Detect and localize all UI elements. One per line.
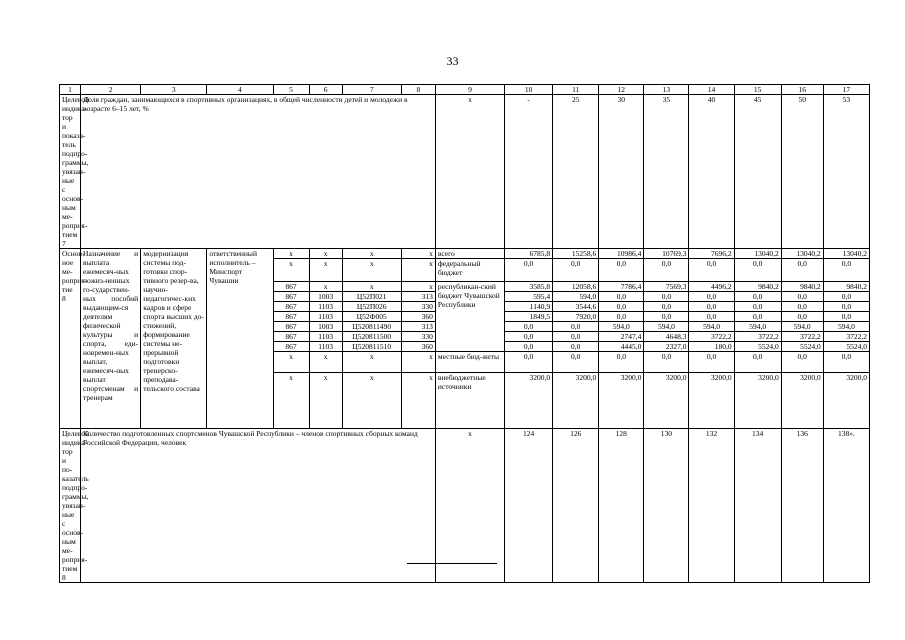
value-cell: 0,0 bbox=[689, 302, 734, 312]
value-cell: 0,0 bbox=[734, 259, 781, 282]
value-cell: 7786,4 bbox=[599, 282, 644, 292]
column-header: 3 bbox=[141, 85, 207, 95]
column-header: 17 bbox=[823, 85, 869, 95]
cell-c6: x bbox=[309, 259, 342, 282]
target-7-label: Целевой индика-тор и показа-тель подпро-граммы, увязан-ные с основ-ным ме-роприя-тием 7 bbox=[60, 95, 81, 249]
value-cell: 3200,0 bbox=[553, 373, 599, 429]
value-cell: 0,0 bbox=[734, 292, 781, 302]
value-cell: 594,0 bbox=[599, 322, 644, 332]
value-cell: 1140,9 bbox=[505, 302, 553, 312]
value-cell: 595,4 bbox=[505, 292, 553, 302]
source-local: местные бюд-жеты bbox=[435, 352, 504, 373]
budget-table bbox=[59, 84, 870, 583]
value-cell: 3722,2 bbox=[689, 332, 734, 342]
source-total: всего bbox=[435, 249, 504, 259]
target-7-value: 35 bbox=[644, 95, 689, 249]
footer-rule bbox=[407, 563, 497, 564]
value-cell: 3722,2 bbox=[781, 332, 823, 342]
cell-c7: Ц520811510 bbox=[342, 342, 401, 352]
target-7-value: - bbox=[505, 95, 553, 249]
value-cell: 5524,0 bbox=[734, 342, 781, 352]
cell-c6: 1003 bbox=[309, 292, 342, 302]
page-number: 33 bbox=[446, 54, 459, 68]
cell-c7: x bbox=[342, 282, 401, 292]
value-cell: 2747,4 bbox=[599, 332, 644, 342]
value-cell: 0,0 bbox=[644, 352, 689, 373]
target-7-col9: x bbox=[435, 95, 504, 249]
cell-c6: x bbox=[309, 282, 342, 292]
target-7-value: 30 bbox=[599, 95, 644, 249]
cell-c6: x bbox=[309, 373, 342, 429]
value-cell: 0,0 bbox=[689, 259, 734, 282]
value-cell: 4648,3 bbox=[644, 332, 689, 342]
value-cell: 0,0 bbox=[823, 302, 869, 312]
value-cell: 3200,0 bbox=[689, 373, 734, 429]
value-cell: 0,0 bbox=[553, 332, 599, 342]
value-cell: 594,0 bbox=[781, 322, 823, 332]
value-cell: 594,0 bbox=[689, 322, 734, 332]
value-cell: 3200,0 bbox=[505, 373, 553, 429]
column-header: 1 bbox=[60, 85, 81, 95]
target-8-text: Количество подготовленных спортсменов Чувашской Республики – членов спортивных сборных команд Российской Федерации, человек bbox=[81, 429, 436, 583]
value-cell: 3200,0 bbox=[781, 373, 823, 429]
value-cell: 0,0 bbox=[689, 292, 734, 302]
cell-c5: 867 bbox=[273, 322, 309, 332]
event-8-name: Назначение и выплата ежемесяч-ных пожиз-ненных го-сударствен-ных пособий выдающим-ся деятелям физической культуры и спорта, еди-новремен-ных выплат, ежемесяч-ных выплат спортсменам и тренерам bbox=[81, 249, 141, 429]
target-8-value: 138». bbox=[823, 429, 869, 583]
column-header: 4 bbox=[207, 85, 273, 95]
target-8-value: 130 bbox=[644, 429, 689, 583]
value-cell: 0,0 bbox=[734, 352, 781, 373]
value-cell: 0,0 bbox=[689, 352, 734, 373]
value-cell: 0,0 bbox=[553, 342, 599, 352]
cell-c8: x bbox=[401, 259, 435, 282]
cell-c6: x bbox=[309, 249, 342, 259]
value-cell: 7920,0 bbox=[553, 312, 599, 322]
value-cell: 13040,2 bbox=[823, 249, 869, 259]
cell-c5: 867 bbox=[273, 282, 309, 292]
value-cell: 0,0 bbox=[644, 292, 689, 302]
column-header: 11 bbox=[553, 85, 599, 95]
event-8-goal: модернизация системы под-готовки спор-тивного резер-ва, научно-педагогичес-ких кадров и сфере спорта высших до-стижений, формирование системы не-прерывной подготовки тренерско-преподава-тельского состава bbox=[141, 249, 207, 429]
column-header: 6 bbox=[309, 85, 342, 95]
value-cell: 9840,2 bbox=[823, 282, 869, 292]
cell-c7: x bbox=[342, 373, 401, 429]
value-cell: 0,0 bbox=[505, 342, 553, 352]
table-row bbox=[60, 249, 870, 259]
value-cell: 594,0 bbox=[734, 322, 781, 332]
cell-c7: x bbox=[342, 259, 401, 282]
value-cell: 2327,0 bbox=[644, 342, 689, 352]
value-cell: 0,0 bbox=[781, 312, 823, 322]
value-cell: 1849,5 bbox=[505, 312, 553, 322]
value-cell: 10986,4 bbox=[599, 249, 644, 259]
target-8-value: 136 bbox=[781, 429, 823, 583]
cell-c5: 867 bbox=[273, 292, 309, 302]
cell-c7: Ц52П021 bbox=[342, 292, 401, 302]
cell-c6: 1103 bbox=[309, 342, 342, 352]
target-8-value: 128 bbox=[599, 429, 644, 583]
target-8-value: 134 bbox=[734, 429, 781, 583]
target-7-value: 53 bbox=[823, 95, 869, 249]
value-cell: 0,0 bbox=[599, 292, 644, 302]
cell-c7: x bbox=[342, 249, 401, 259]
value-cell: 180,0 bbox=[689, 342, 734, 352]
cell-c6: 1003 bbox=[309, 322, 342, 332]
column-header: 8 bbox=[401, 85, 435, 95]
value-cell: 0,0 bbox=[644, 312, 689, 322]
value-cell: 10769,3 bbox=[644, 249, 689, 259]
value-cell: 3200,0 bbox=[734, 373, 781, 429]
value-cell: 0,0 bbox=[689, 312, 734, 322]
cell-c5: 867 bbox=[273, 312, 309, 322]
value-cell: 4496,2 bbox=[689, 282, 734, 292]
value-cell: 594,0 bbox=[553, 292, 599, 302]
value-cell: 3200,0 bbox=[644, 373, 689, 429]
target-7-value: 25 bbox=[553, 95, 599, 249]
value-cell: 3722,2 bbox=[734, 332, 781, 342]
cell-c8: 313 bbox=[401, 292, 435, 302]
target-8-col9: x bbox=[435, 429, 504, 583]
cell-c5: x bbox=[273, 352, 309, 373]
value-cell: 0,0 bbox=[734, 302, 781, 312]
value-cell: 3200,0 bbox=[823, 373, 869, 429]
value-cell: 4445,0 bbox=[599, 342, 644, 352]
cell-c5: x bbox=[273, 373, 309, 429]
value-cell: 0,0 bbox=[505, 322, 553, 332]
cell-c8: 313 bbox=[401, 322, 435, 332]
cell-c8: 360 bbox=[401, 342, 435, 352]
value-cell: 6785,8 bbox=[505, 249, 553, 259]
event-8-label: Основ-ное ме-роприя-тие 8 bbox=[60, 249, 81, 429]
value-cell: 15258,6 bbox=[553, 249, 599, 259]
column-header: 15 bbox=[734, 85, 781, 95]
cell-c5: x bbox=[273, 259, 309, 282]
value-cell: 0,0 bbox=[823, 259, 869, 282]
target-8-value: 126 bbox=[553, 429, 599, 583]
target-7-value: 45 bbox=[734, 95, 781, 249]
cell-c8: 360 bbox=[401, 312, 435, 322]
value-cell: 7569,3 bbox=[644, 282, 689, 292]
column-header: 2 bbox=[81, 85, 141, 95]
value-cell: 0,0 bbox=[553, 259, 599, 282]
value-cell: 594,0 bbox=[823, 322, 869, 332]
cell-c6: 1103 bbox=[309, 312, 342, 322]
cell-c8: x bbox=[401, 282, 435, 292]
value-cell: 0,0 bbox=[781, 352, 823, 373]
cell-c8: x bbox=[401, 352, 435, 373]
cell-c6: x bbox=[309, 352, 342, 373]
value-cell: 0,0 bbox=[505, 259, 553, 282]
value-cell: 0,0 bbox=[599, 259, 644, 282]
column-header-row bbox=[60, 85, 870, 95]
event-8-executor: ответственный исполнитель – Минспорт Чувашии bbox=[207, 249, 273, 429]
value-cell: 3544,6 bbox=[553, 302, 599, 312]
source-republic: республикан-ский бюджет Чувашской Республики bbox=[435, 282, 504, 352]
value-cell: 0,0 bbox=[644, 259, 689, 282]
cell-c5: 867 bbox=[273, 302, 309, 312]
value-cell: 0,0 bbox=[644, 302, 689, 312]
value-cell: 0,0 bbox=[823, 352, 869, 373]
value-cell: 0,0 bbox=[823, 312, 869, 322]
cell-c7: x bbox=[342, 352, 401, 373]
value-cell: 0,0 bbox=[553, 352, 599, 373]
value-cell: 5524,0 bbox=[781, 342, 823, 352]
column-header: 13 bbox=[644, 85, 689, 95]
target-7-value: 40 bbox=[689, 95, 734, 249]
cell-c6: 1103 bbox=[309, 302, 342, 312]
value-cell: 0,0 bbox=[599, 302, 644, 312]
cell-c7: Ц520811490 bbox=[342, 322, 401, 332]
value-cell: 3200,0 bbox=[599, 373, 644, 429]
value-cell: 0,0 bbox=[734, 312, 781, 322]
value-cell: 13040,2 bbox=[734, 249, 781, 259]
value-cell: 0,0 bbox=[599, 352, 644, 373]
cell-c8: x bbox=[401, 249, 435, 259]
table-row bbox=[60, 429, 870, 583]
cell-c7: Ц52Ф005 bbox=[342, 312, 401, 322]
value-cell: 0,0 bbox=[781, 292, 823, 302]
column-header: 14 bbox=[689, 85, 734, 95]
cell-c5: x bbox=[273, 249, 309, 259]
value-cell: 13040,2 bbox=[781, 249, 823, 259]
column-header: 7 bbox=[342, 85, 401, 95]
column-header: 12 bbox=[599, 85, 644, 95]
column-header: 5 bbox=[273, 85, 309, 95]
target-7-text: Доля граждан, занимающихся в спортивных организациях, в общей численности детей и молодежи в возрасте 6–15 лет, % bbox=[81, 95, 436, 249]
value-cell: 0,0 bbox=[505, 332, 553, 342]
value-cell: 3585,8 bbox=[505, 282, 553, 292]
cell-c7: Ц52П026 bbox=[342, 302, 401, 312]
value-cell: 3722,2 bbox=[823, 332, 869, 342]
value-cell: 594,0 bbox=[644, 322, 689, 332]
value-cell: 0,0 bbox=[781, 259, 823, 282]
cell-c6: 1103 bbox=[309, 332, 342, 342]
cell-c8: 330 bbox=[401, 332, 435, 342]
column-header: 9 bbox=[435, 85, 504, 95]
source-federal: федеральный бюджет bbox=[435, 259, 504, 282]
cell-c8: x bbox=[401, 373, 435, 429]
cell-c5: 867 bbox=[273, 342, 309, 352]
value-cell: 0,0 bbox=[505, 352, 553, 373]
value-cell: 5524,0 bbox=[823, 342, 869, 352]
target-8-value: 132 bbox=[689, 429, 734, 583]
value-cell: 0,0 bbox=[553, 322, 599, 332]
table-row bbox=[60, 95, 870, 249]
column-header: 16 bbox=[781, 85, 823, 95]
target-8-label: Целевой индика-тор и по-казатель подпро-граммы, увязан-ные с основ-ным ме-роприя-тием 8 bbox=[60, 429, 81, 583]
value-cell: 0,0 bbox=[781, 302, 823, 312]
target-8-value: 124 bbox=[505, 429, 553, 583]
column-header: 10 bbox=[505, 85, 553, 95]
value-cell: 12058,6 bbox=[553, 282, 599, 292]
cell-c8: 330 bbox=[401, 302, 435, 312]
cell-c7: Ц520811500 bbox=[342, 332, 401, 342]
target-7-value: 50 bbox=[781, 95, 823, 249]
source-extra: внебюджетные источники bbox=[435, 373, 504, 429]
value-cell: 9840,2 bbox=[781, 282, 823, 292]
cell-c5: 867 bbox=[273, 332, 309, 342]
value-cell: 0,0 bbox=[823, 292, 869, 302]
value-cell: 9840,2 bbox=[734, 282, 781, 292]
value-cell: 0,0 bbox=[599, 312, 644, 322]
value-cell: 7696,2 bbox=[689, 249, 734, 259]
